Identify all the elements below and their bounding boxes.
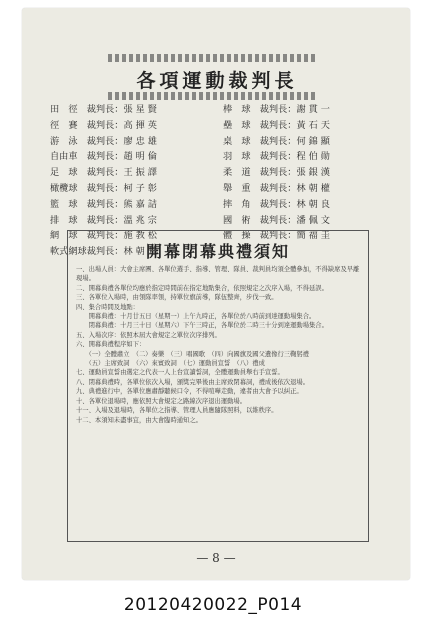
- notice-item: 五、入場次序：依照本屆大會規定之單位次序排列。: [76, 331, 221, 339]
- judge-row: 游 泳 裁判長：廖 忠 雄 桌 球 裁判長：何 錦 顯: [50, 135, 330, 147]
- image-caption: 20120420022_P014: [123, 595, 303, 615]
- decorative-border-bottom: [108, 92, 318, 100]
- notice-list: [76, 265, 362, 425]
- judge-row: 田 徑 裁判長：張 星 賢 棒 球 裁判長：謝 貫 一: [50, 104, 330, 115]
- judge-row: 足 球 裁判長：王 振 譯 柔 道 裁判長：張 銀 漢: [50, 167, 330, 179]
- judge-row: 軟式網球裁判長：林 朝 楚: [50, 246, 157, 258]
- notice-item: 四、集合時間及地點：: [76, 303, 139, 311]
- judge-row: 籃 球 裁判長：熊 嘉 詰 摔 角 裁判長：林 朝 良: [50, 198, 330, 210]
- notice-item: 十、各單位退場時，應依照大會規定之路線次序退出運動場。: [76, 397, 247, 405]
- notice-item: 開幕典禮：十月廿五日（星期一）上午九時正，各單位於八時前到達運動場集合。: [76, 313, 316, 321]
- notice-item: 九、典禮進行中，各單位應肅靜聽候口令，不得喧嘩走動，違者由大會予以糾正。: [76, 388, 303, 396]
- notice-item: 十一、入場及退場時，各單位之指導、管理人員應隨隊照料，以維秩序。: [76, 407, 278, 415]
- book-page: [22, 8, 410, 580]
- ceremony-notice-box: [67, 230, 369, 542]
- judge-row: 橄欖球 裁判長：柯 子 彰 舉 重 裁判長：林 朝 權: [50, 182, 330, 194]
- notice-item: 一、出場人員：大會主席團、各單位選手、指導、管理、隊員、裁判員均須全體參加，不得缺席及早離現場。: [76, 266, 360, 283]
- page-title: 各項運動裁判長: [136, 70, 298, 92]
- judge-row: 徑 賽 裁判長：高 揮 英 壘 球 裁判長：黃 石 天: [50, 119, 330, 131]
- notice-item: 六、開幕典禮程序如下：: [76, 341, 146, 349]
- notice-item: 八、閉幕典禮時，各單位依次入場，頒獎完畢後由主席致閉幕詞，禮成後依次退場。: [76, 378, 309, 386]
- notice-item: 閉幕典禮：十月三十日（星期六）下午三時正，各單位於二時三十分到達運動場集合。: [76, 322, 328, 330]
- notice-title: 開幕閉幕典禮須知: [145, 242, 290, 261]
- notice-item: 十二、本須知未盡事宜，由大會臨時通知之。: [76, 416, 202, 424]
- judge-row: 排 球 裁判長：溫 兆 宗 國 術 裁判長：潘 佩 文: [50, 214, 330, 226]
- notice-item: 三、各單位入場時，由領隊率領，持單位旗前導，隊伍整齊，步伐一致。: [76, 294, 278, 302]
- notice-item: （五）主席致詞 （六）來賓致詞 （七）運動員宣誓 （八）禮成: [76, 360, 265, 368]
- notice-item: 七、運動員宣誓由選定之代表一人上台宣讀誓詞，全體運動員舉右手宣誓。: [76, 369, 284, 377]
- notice-item: 二、開幕典禮各單位均應於指定時間前在指定地點集合，依照規定之次序入場，不得延誤。: [76, 284, 328, 292]
- notice-item: （一）全體肅立 （二）奏樂 （三）唱國歌 （四）向國旗及國父遺像行三鞠躬禮: [76, 350, 309, 358]
- page-number: — 8 —: [22, 551, 410, 565]
- decorative-border-top: [108, 54, 318, 62]
- judge-row: 網 球 裁判長：施 教 松 體 操 裁判長：簡 福 圭: [50, 230, 330, 242]
- judge-row: 自由車 裁判長：趙 明 倫 羽 球 裁判長：程 伯 勛: [50, 151, 330, 163]
